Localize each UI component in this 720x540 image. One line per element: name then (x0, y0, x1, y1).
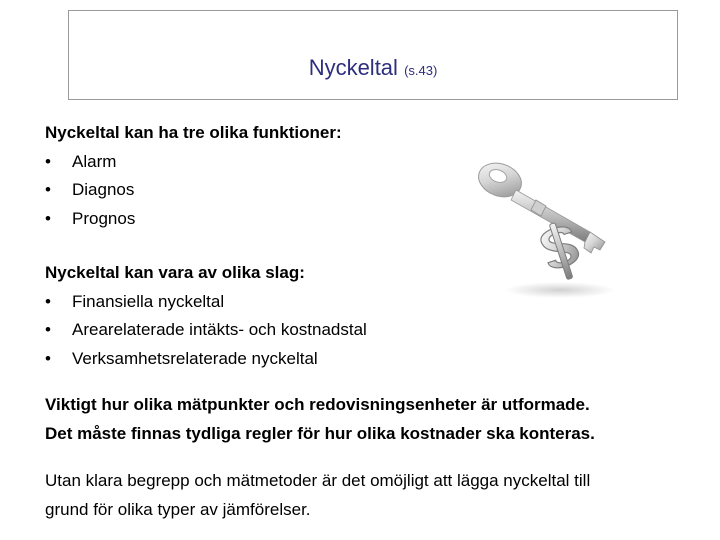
title-box (68, 10, 678, 100)
type-list (45, 288, 705, 374)
title-page-ref: (s.43) (404, 63, 438, 78)
slide-content (45, 119, 705, 524)
closing-line-2: grund för olika typer av jämförelser. (45, 499, 311, 519)
list-item: • Prognos (45, 205, 705, 234)
list-item: • Verksamhetsrelaterade nyckeltal (45, 345, 705, 374)
emphasis-line-2: Det måste finnas tydliga regler för hur olika kostnader ska konteras. (45, 423, 595, 443)
emphasis-line-1: Viktigt hur olika mätpunkter och redovisningsenheter är utformade. (45, 395, 590, 414)
list-item: • Diagnos (45, 176, 705, 205)
list-item: • Arearelaterade intäkts- och kostnadstal (45, 316, 705, 345)
title-main: Nyckeltal (308, 55, 398, 80)
list-item: • Finansiella nyckeltal (45, 288, 705, 317)
function-list (45, 148, 705, 234)
section1-heading: Nyckeltal kan ha tre olika funktioner: (45, 123, 342, 142)
section2-heading: Nyckeltal kan vara av olika slag: (45, 263, 305, 282)
closing-line-1: Utan klara begrepp och mätmetoder är det omöjligt att lägga nyckeltal till (45, 471, 591, 490)
list-item: • Alarm (45, 148, 705, 177)
slide-title (69, 55, 677, 84)
